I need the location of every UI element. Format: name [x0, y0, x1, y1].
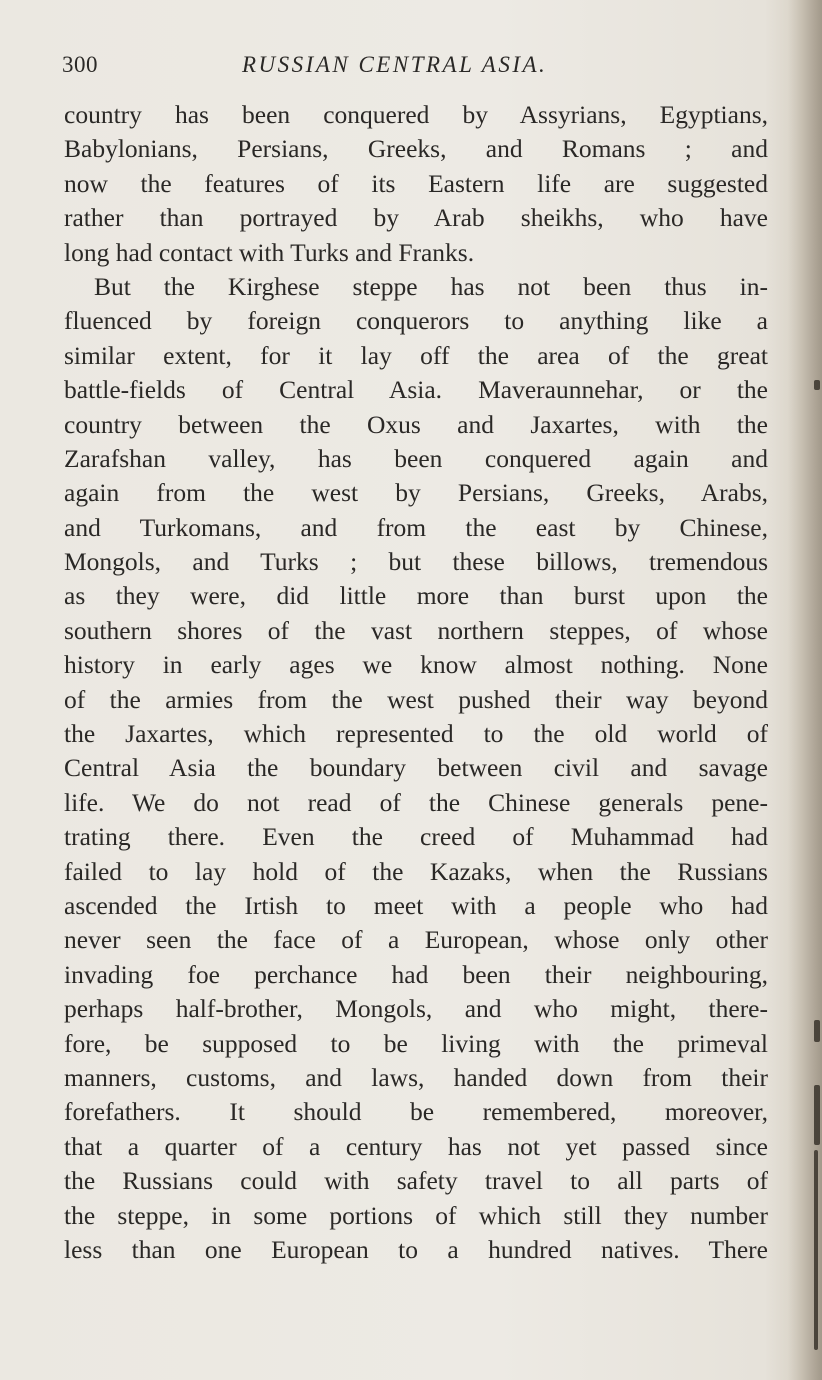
text-line: southern shores of the vast northern steppes, of whose	[64, 615, 768, 645]
page-number: 300	[62, 52, 98, 77]
text-line: history in early ages we know almost nothing. None	[64, 650, 768, 680]
text-line: never seen the face of a European, whose only other	[64, 925, 768, 955]
text-line: long had contact with Turks and Franks.	[64, 237, 475, 267]
text-line: and Turkomans, and from the east by Chinese,	[64, 512, 768, 542]
text-line: forefathers. It should be remembered, moreover,	[64, 1097, 768, 1127]
text-line: that a quarter of a century has not yet passed since	[64, 1131, 768, 1161]
text-line: similar extent, for it lay off the area of the great	[64, 340, 768, 370]
text-line: the Russians could with safety travel to all parts of	[64, 1166, 768, 1196]
text-line: as they were, did little more than burst upon the	[64, 581, 768, 611]
text-line: the Jaxartes, which represented to the old world of	[64, 719, 768, 749]
text-line: fore, be supposed to be living with the primeval	[64, 1028, 768, 1058]
text-line: manners, customs, and laws, handed down from their	[64, 1062, 768, 1092]
text-line: ascended the Irtish to meet with a people who had	[64, 890, 768, 920]
page-edge-mark	[814, 1020, 820, 1042]
text-line: life. We do not read of the Chinese generals pene-	[64, 787, 768, 817]
text-line: invading foe perchance had been their neighbouring,	[64, 959, 768, 989]
page-edge-mark	[814, 1085, 820, 1145]
text-line: again from the west by Persians, Greeks, Arabs,	[64, 478, 768, 508]
text-line: country between the Oxus and Jaxartes, with the	[64, 409, 768, 439]
text-line: Zarafshan valley, has been conquered again and	[64, 443, 768, 473]
page-edge-mark	[814, 1150, 818, 1350]
page-header	[62, 52, 768, 84]
text-line: perhaps half-brother, Mongols, and who might, there-	[64, 994, 768, 1024]
page-edge-mark	[814, 380, 820, 390]
text-line: country has been conquered by Assyrians, Egyptians,	[64, 100, 768, 129]
text-line: fluenced by foreign conquerors to anything like a	[64, 306, 768, 336]
text-line: now the features of its Eastern life are suggested	[64, 168, 768, 198]
text-line: rather than portrayed by Arab sheikhs, who have	[64, 203, 768, 233]
text-line: Babylonians, Persians, Greeks, and Romans ; and	[64, 134, 768, 164]
text-line: battle-fields of Central Asia. Maveraunnehar, or the	[64, 375, 768, 405]
text-line: trating there. Even the creed of Muhammad had	[64, 822, 768, 852]
text-line: failed to lay hold of the Kazaks, when the Russians	[64, 856, 768, 886]
text-line: of the armies from the west pushed their way beyond	[64, 684, 768, 714]
text-line: the steppe, in some portions of which still they number	[64, 1200, 768, 1230]
text-line: But the Kirghese steppe has not been thus in-	[94, 271, 768, 301]
text-line: Central Asia the boundary between civil and savage	[64, 753, 768, 783]
text-line: Mongols, and Turks ; but these billows, tremendous	[64, 547, 768, 577]
running-head: RUSSIAN CENTRAL ASIA.	[242, 52, 548, 77]
text-line: less than one European to a hundred natives. There	[64, 1234, 768, 1264]
body-text	[64, 98, 768, 1267]
